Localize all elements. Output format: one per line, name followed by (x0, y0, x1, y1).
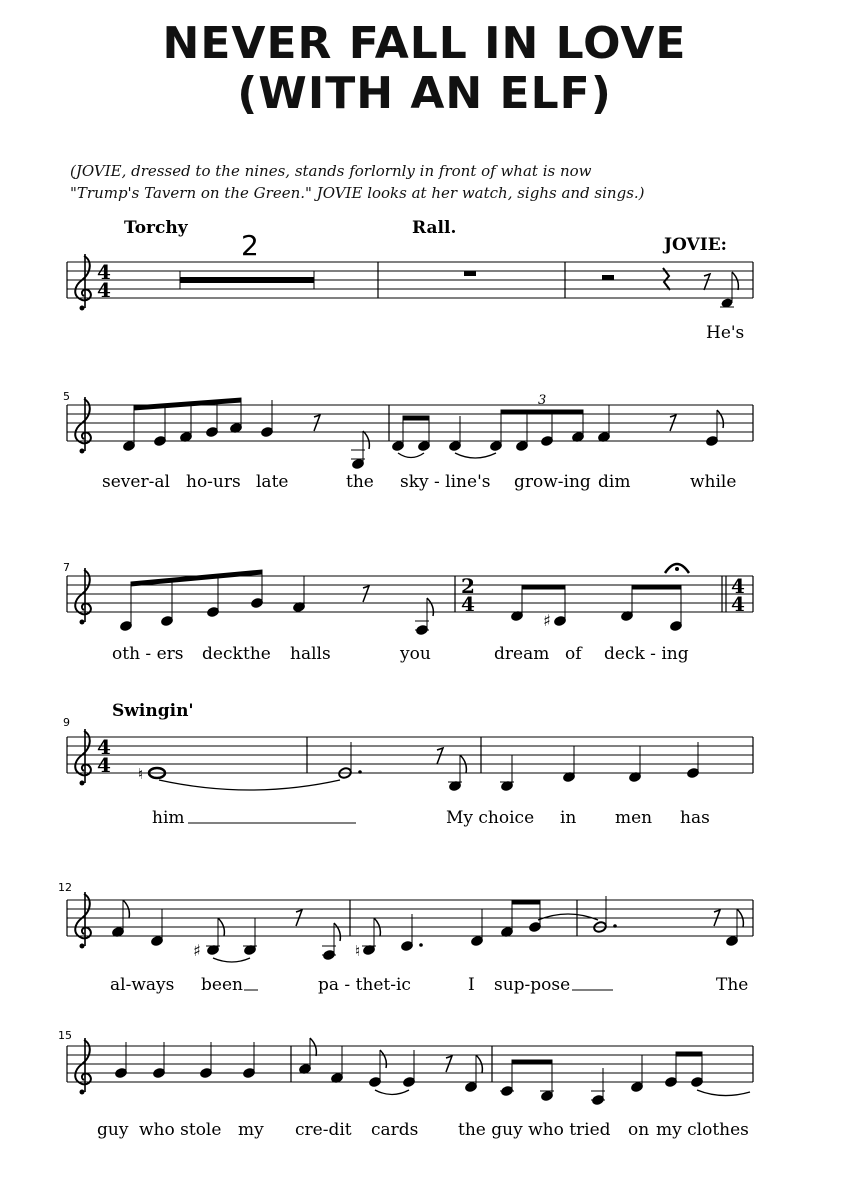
lyric: sup-pose (494, 975, 571, 995)
lyric: in (560, 808, 577, 828)
character-cue: JOVIE: (664, 235, 727, 255)
tempo-marking: Torchy (124, 218, 188, 238)
measure-number: 9 (63, 716, 70, 729)
system-2 (63, 390, 753, 492)
notes (138, 742, 700, 792)
lyric: the guy who tried (458, 1120, 611, 1140)
notes (122, 398, 723, 470)
notes (114, 1038, 703, 1106)
measure-number: 15 (58, 1029, 72, 1042)
fermata-icon (665, 564, 689, 573)
multirest-count: 2 (241, 229, 259, 262)
staff-lines (67, 900, 753, 936)
tie (455, 453, 496, 458)
lyric: halls (290, 644, 331, 664)
notes (111, 896, 743, 961)
lyric: He's (706, 323, 745, 343)
time-signature-bottom: 4 (731, 592, 745, 616)
time-signature-top: 4 (97, 260, 111, 284)
sharp-icon: ♯ (193, 941, 201, 960)
eighth-rest (704, 274, 710, 290)
lyric: the (346, 472, 374, 492)
triplet-mark: 3 (538, 393, 547, 408)
lyric: The (716, 975, 749, 995)
lyric: al-ways (110, 975, 175, 995)
lyric: deck (202, 644, 243, 664)
sharp-icon: ♯ (543, 611, 551, 630)
song-title-line-2: (WITH AN ELF) (237, 68, 612, 119)
lyric: sever-al (102, 472, 170, 492)
song-title-line-1: NEVER FALL IN LOVE (162, 18, 687, 69)
staff-lines (67, 1046, 753, 1082)
measure-number: 5 (63, 390, 70, 403)
lyric: cards (371, 1120, 419, 1140)
lyric: the (243, 644, 271, 664)
time-signature-top: 2 (461, 574, 475, 598)
lyric: I (468, 975, 475, 995)
system-6 (58, 1029, 753, 1140)
lyric: My choice (446, 808, 535, 828)
system-3 (63, 561, 753, 664)
lyric: oth - ers (112, 644, 184, 664)
tie (538, 914, 598, 920)
staff-lines (67, 405, 753, 441)
lyric: deck - ing (604, 644, 689, 664)
lyric: him (152, 808, 185, 828)
lyric: sky - line's (400, 472, 491, 492)
tie (697, 1090, 750, 1096)
time-signature-top: 4 (97, 735, 111, 759)
lyric: been (201, 975, 243, 995)
lyric: pa - thet-ic (318, 975, 411, 995)
lyric: has (680, 808, 710, 828)
whole-rest (464, 271, 476, 276)
natural-icon: ♮ (355, 942, 361, 960)
tie (213, 958, 250, 962)
stage-direction-line-1: (JOVIE, dressed to the nines, stands forlornly in front of what is now (70, 162, 592, 180)
tie (375, 1090, 409, 1095)
lyric: guy (97, 1120, 129, 1140)
measure-number: 7 (63, 561, 70, 574)
time-signature-bottom: 4 (97, 753, 111, 777)
lyric: ho-urs (186, 472, 241, 492)
lyric: grow-ing (514, 472, 591, 492)
lyric: of (565, 644, 582, 664)
lyric: men (615, 808, 653, 828)
measure-number: 12 (58, 881, 72, 894)
lyric: cre-dit (295, 1120, 352, 1140)
lyric: dream (494, 644, 550, 664)
staff-lines (67, 737, 753, 773)
multirest-bar (180, 277, 314, 283)
time-signature-top: 4 (731, 574, 745, 598)
system-4 (63, 701, 753, 828)
time-signature-bottom: 4 (461, 592, 475, 616)
system-5 (58, 881, 753, 995)
tie (398, 453, 424, 458)
stage-direction-line-2: "Trump's Tavern on the Green." JOVIE looks at her watch, sighs and sings.) (70, 184, 645, 202)
lyric: while (690, 472, 737, 492)
half-rest (602, 275, 614, 280)
lyric: you (400, 644, 431, 664)
staff-lines (67, 262, 753, 298)
lyric: my clothes (656, 1120, 749, 1140)
lyric: my (238, 1120, 264, 1140)
lyric: late (256, 472, 289, 492)
lyric: who stole (139, 1120, 222, 1140)
lyric: on (628, 1120, 650, 1140)
time-signature-bottom: 4 (97, 278, 111, 302)
style-marking: Swingin' (112, 701, 194, 721)
rall-marking: Rall. (412, 218, 457, 238)
svg-text:♮: ♮ (138, 765, 144, 783)
system-1 (67, 218, 753, 343)
lyric: dim (598, 472, 631, 492)
